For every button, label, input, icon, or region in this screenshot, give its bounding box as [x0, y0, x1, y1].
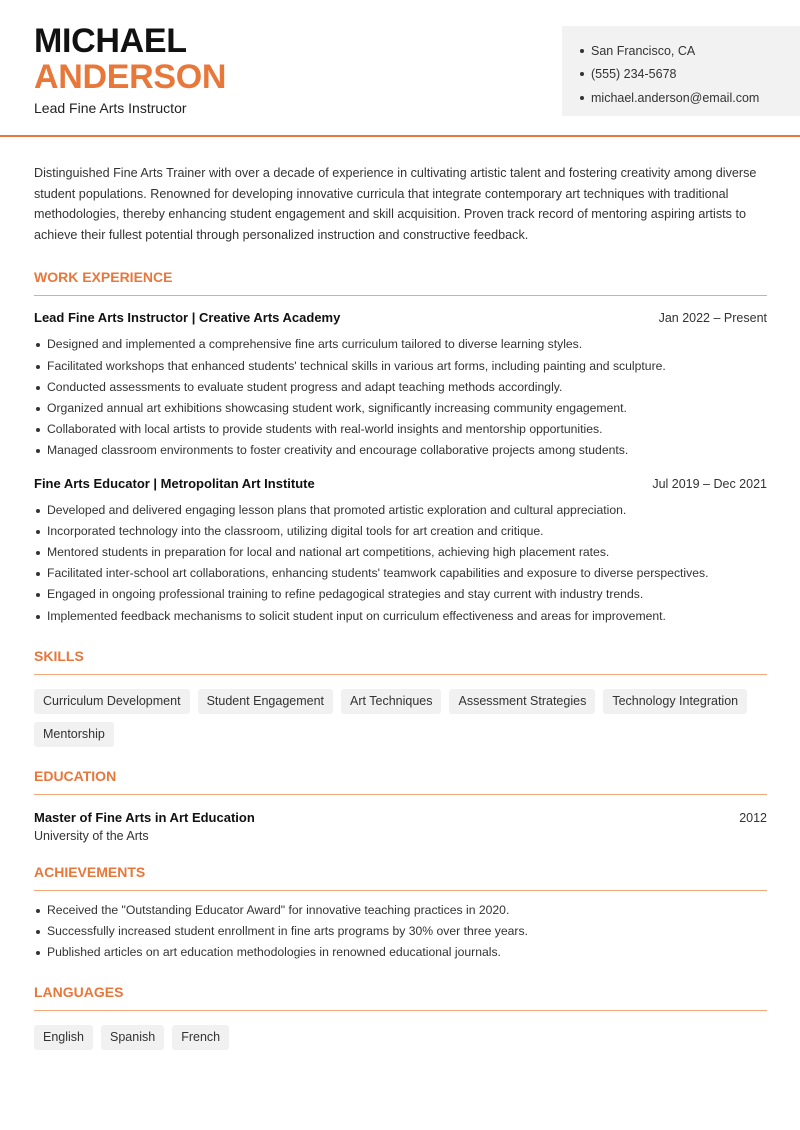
list-item: Collaborated with local artists to provide students with real-world insights and mentorship opportunities. — [34, 419, 767, 440]
skill-tag: Art Techniques — [341, 689, 441, 714]
skill-tag: Technology Integration — [603, 689, 747, 714]
list-item: Engaged in ongoing professional training to refine pedagogical strategies and stay current with industry trends. — [34, 584, 767, 605]
section-heading: SKILLS — [34, 648, 767, 675]
candidate-name — [34, 23, 226, 95]
contact-box — [562, 26, 800, 116]
education-section — [34, 768, 767, 843]
list-item: Facilitated inter-school art collaborations, enhancing students' teamwork capabilities and exposure to diverse perspectives. — [34, 563, 767, 584]
degree: Master of Fine Arts in Art Education — [34, 809, 255, 825]
skill-tag: Student Engagement — [198, 689, 333, 714]
location-text: San Francisco, CA — [591, 43, 696, 58]
resume-header — [0, 0, 800, 137]
languages-section — [34, 984, 767, 1050]
skills-section — [34, 648, 767, 747]
work-experience-section — [34, 269, 767, 626]
list-item: Organized annual art exhibitions showcasing student work, significantly increasing community engagement. — [34, 398, 767, 419]
achievement-bullets — [34, 900, 767, 964]
school-name: University of the Arts — [34, 828, 149, 843]
list-item: Conducted assessments to evaluate student progress and adapt teaching methods accordingly. — [34, 377, 767, 398]
list-item: Implemented feedback mechanisms to solicit student input on curriculum effectiveness and areas for improvement. — [34, 606, 767, 627]
language-tag: English — [34, 1025, 93, 1050]
list-item: Developed and delivered engaging lesson plans that promoted artistic exploration and cultural appreciation. — [34, 500, 767, 521]
list-item: Managed classroom environments to foster creativity and encourage collaborative projects among students. — [34, 440, 767, 461]
language-tag: Spanish — [101, 1025, 164, 1050]
job-bullets — [34, 334, 767, 461]
section-heading: WORK EXPERIENCE — [34, 269, 767, 296]
job-entry — [34, 476, 767, 627]
contact-location — [580, 39, 800, 63]
phone-text: (555) 234-5678 — [591, 67, 677, 82]
list-item: Incorporated technology into the classroom, utilizing digital tools for art creation and critique. — [34, 521, 767, 542]
contact-phone — [580, 63, 800, 87]
job-entry-title: Lead Fine Arts Instructor | Creative Arts Academy — [34, 310, 341, 326]
last-name: ANDERSON — [34, 58, 227, 96]
list-item: Facilitated workshops that enhanced students' technical skills in various art forms, including painting and sculpture. — [34, 356, 767, 377]
email-text[interactable]: michael.anderson@email.com — [591, 90, 760, 105]
job-bullets — [34, 500, 767, 627]
language-tags — [34, 1025, 767, 1050]
job-entry — [34, 310, 767, 461]
language-tag: French — [172, 1025, 229, 1050]
graduation-year: 2012 — [739, 810, 767, 825]
summary: Distinguished Fine Arts Trainer with over a decade of experience in cultivating artistic talent and fostering creativity among diverse student populations. Renowned for developing innovative curricula that integrate contemporary art techniques with traditional methodologies, thereby enhancing student engagement and skill acquisition. Proven track record of mentoring aspiring artists to achieve their fullest potential through personalized instruction and constructive feedback. — [34, 166, 757, 242]
achievements-section — [34, 864, 767, 964]
bullet-icon — [580, 49, 584, 53]
bullet-icon — [580, 96, 584, 100]
section-heading: ACHIEVEMENTS — [34, 864, 767, 891]
skill-tag: Mentorship — [34, 722, 114, 747]
list-item: Designed and implemented a comprehensive fine arts curriculum tailored to diverse learning styles. — [34, 334, 767, 355]
list-item: Received the "Outstanding Educator Award" for innovative teaching practices in 2020. — [34, 900, 767, 921]
list-item: Published articles on art education methodologies in renowned educational journals. — [34, 942, 767, 963]
bullet-icon — [580, 72, 584, 76]
contact-email[interactable] — [580, 86, 800, 110]
section-heading: EDUCATION — [34, 768, 767, 795]
first-name: MICHAEL — [34, 22, 187, 60]
job-entry-dates: Jul 2019 – Dec 2021 — [652, 476, 767, 491]
section-heading: LANGUAGES — [34, 984, 767, 1011]
list-item: Mentored students in preparation for local and national art competitions, achieving high placement rates. — [34, 542, 767, 563]
job-entry-title: Fine Arts Educator | Metropolitan Art Institute — [34, 475, 315, 491]
resume-body — [34, 163, 767, 1050]
skill-tags — [34, 689, 767, 747]
job-entry-dates: Jan 2022 – Present — [658, 311, 767, 326]
list-item: Successfully increased student enrollment in fine arts programs by 30% over three years. — [34, 921, 767, 942]
skill-tag: Curriculum Development — [34, 689, 190, 714]
skill-tag: Assessment Strategies — [449, 689, 595, 714]
job-title: Lead Fine Arts Instructor — [34, 100, 187, 116]
